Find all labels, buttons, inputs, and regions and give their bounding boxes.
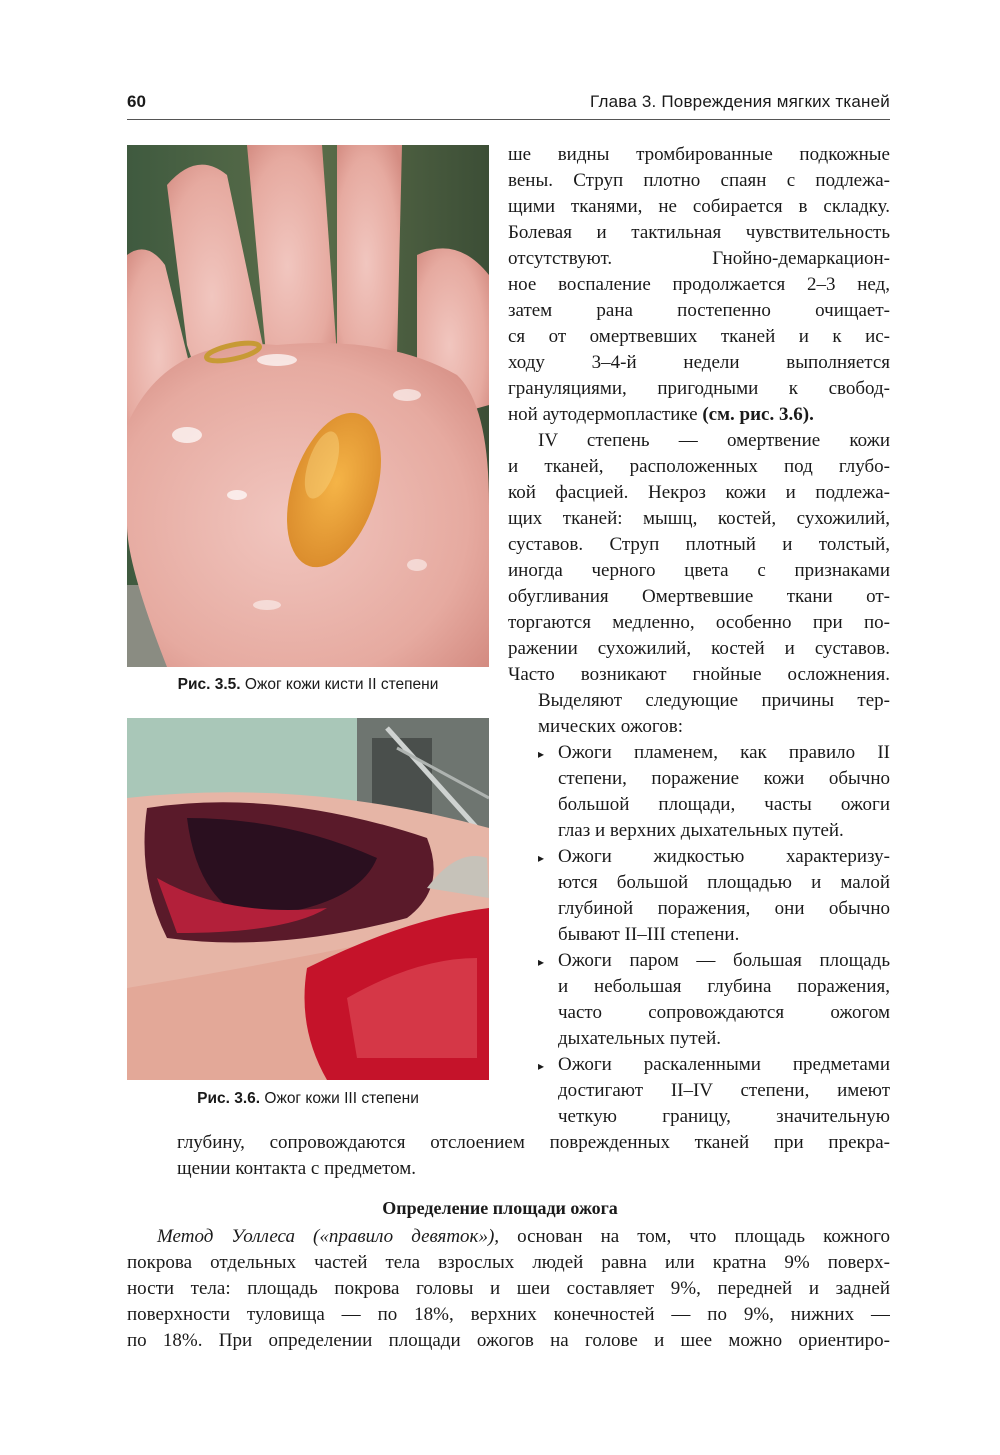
text-line: ности тела: площадь покрова головы и шеи составляет 9%, передней и задней: [127, 1278, 890, 1299]
chapter-title: Глава 3. Повреждения мягких тканей: [590, 92, 890, 111]
text-line: кой фасцией. Некроз кожи и подлежа-: [508, 482, 890, 503]
list-item-line: Ожоги раскаленными предметами: [558, 1054, 890, 1075]
text-line: щих тканей: мышц, костей, сухожилий,: [508, 508, 890, 529]
figure-3-5-text: Ожог кожи кисти II степени: [244, 676, 439, 693]
list-item-line: Ожоги жидкостью характеризу-: [558, 846, 890, 867]
text-line: Часто возникают гнойные осложнения.: [508, 664, 890, 685]
text-line: ной аутодермопластике: [508, 404, 698, 425]
section-body: [127, 1224, 890, 1354]
list-item-line: бывают II–III степени.: [558, 924, 740, 945]
text-line-first: [127, 1224, 890, 1250]
figure-leg-burn-photo: [127, 718, 489, 1080]
text-line: иногда черного цвета с признаками: [508, 560, 890, 581]
figure-3-6-label: Рис. 3.6.: [197, 1090, 261, 1107]
figure-3-6-text: Ожог кожи III степени: [264, 1090, 419, 1107]
figure-reference: (см. рис. 3.6): [702, 404, 810, 425]
bullet-arrow-icon: ▸: [538, 1059, 545, 1073]
page-number: 60: [127, 92, 146, 111]
list-item-line: степени, поражение кожи обычно: [558, 768, 890, 789]
list-item-line: и небольшая глубина поражения,: [558, 976, 890, 997]
method-name: Метод Уоллеса («правило девяток»),: [157, 1226, 500, 1247]
text-line: основан на том, что площадь кожного: [499, 1226, 890, 1247]
text-line: ное воспаление продолжается 2–3 нед,: [508, 274, 890, 295]
text-line: ражении сухожилий, костей и суставов.: [508, 638, 890, 659]
text-line: отсутствуют. Гнойно-демаркацион-: [508, 248, 890, 269]
text-line: ше видны тромбированные подкожные: [508, 144, 890, 165]
bullet-continuation: [177, 1130, 890, 1182]
text-line: ся от омертвевших тканей и к ис-: [508, 326, 890, 347]
text-line: вены. Струп плотно спаян с подлежа-: [508, 170, 890, 191]
text-line: щими тканями, не собирается в складку.: [508, 196, 890, 217]
text-line: Болевая и тактильная чувствительность: [508, 222, 890, 243]
text-line: грануляциями, пригодными к свобод-: [508, 378, 890, 399]
figure-reference-period: .: [809, 404, 814, 425]
text-line: и тканей, расположенных под глубо-: [508, 456, 890, 477]
list-item-line: ются большой площадью и малой: [558, 872, 890, 893]
section-heading: Определение площади ожога: [382, 1198, 618, 1218]
text-line: ходу 3–4-й недели выполняется: [508, 352, 890, 373]
header-rule: [127, 119, 890, 120]
burn-causes-list: [558, 740, 890, 1130]
list-item-line: часто сопровождаются ожогом: [558, 1002, 890, 1023]
text-line: Выделяют следующие причины тер-: [538, 690, 890, 711]
text-line: глубину, сопровождаются отслоением поврежденных тканей при прекра-: [177, 1132, 890, 1153]
list-item-line: дыхательных путей.: [558, 1028, 722, 1049]
bullet-arrow-icon: ▸: [538, 955, 545, 969]
list-item-line: Ожоги паром — большая площадь: [558, 950, 890, 971]
list-item-line: глаз и верхних дыхательных путей.: [558, 820, 844, 841]
text-line: суставов. Струп плотный и толстый,: [508, 534, 890, 555]
figure-hand-burn-photo: [127, 145, 489, 667]
list-item-line: Ожоги пламенем, как правило II: [558, 742, 890, 763]
list-item-line: большой площади, часты ожоги: [558, 794, 890, 815]
figure-3-6-caption: [127, 1090, 489, 1108]
text-line: покрова отдельных частей тела взрослых людей равна или кратна 9% поверх-: [127, 1252, 890, 1273]
text-line: торгаются медленно, особенно при по-: [508, 612, 890, 633]
text-line: затем рана постепенно очищает-: [508, 300, 890, 321]
text-line-with-ref: [508, 402, 890, 428]
text-line: по 18%. При определении площади ожогов на голове и шее можно ориентиро-: [127, 1330, 890, 1351]
list-item-line: четкую границу, значительную: [558, 1106, 890, 1127]
text-line: мических ожогов:: [538, 716, 683, 737]
bullet-arrow-icon: ▸: [538, 851, 545, 865]
right-column-text: [508, 142, 890, 740]
text-line: IV степень — омертвение кожи: [538, 430, 890, 451]
text-line: щении контакта с предметом.: [177, 1158, 417, 1179]
bullet-arrow-icon: ▸: [538, 747, 545, 761]
figure-3-5-caption: [127, 676, 489, 694]
text-line: обугливания Омертвевшие ткани от-: [508, 586, 890, 607]
text-line: поверхности туловища — по 18%, верхних конечностей — по 9%, нижних —: [127, 1304, 890, 1325]
list-item-line: глубиной поражения, они обычно: [558, 898, 890, 919]
figure-3-5-label: Рис. 3.5.: [177, 676, 241, 693]
list-item-line: достигают II–IV степени, имеют: [558, 1080, 890, 1101]
